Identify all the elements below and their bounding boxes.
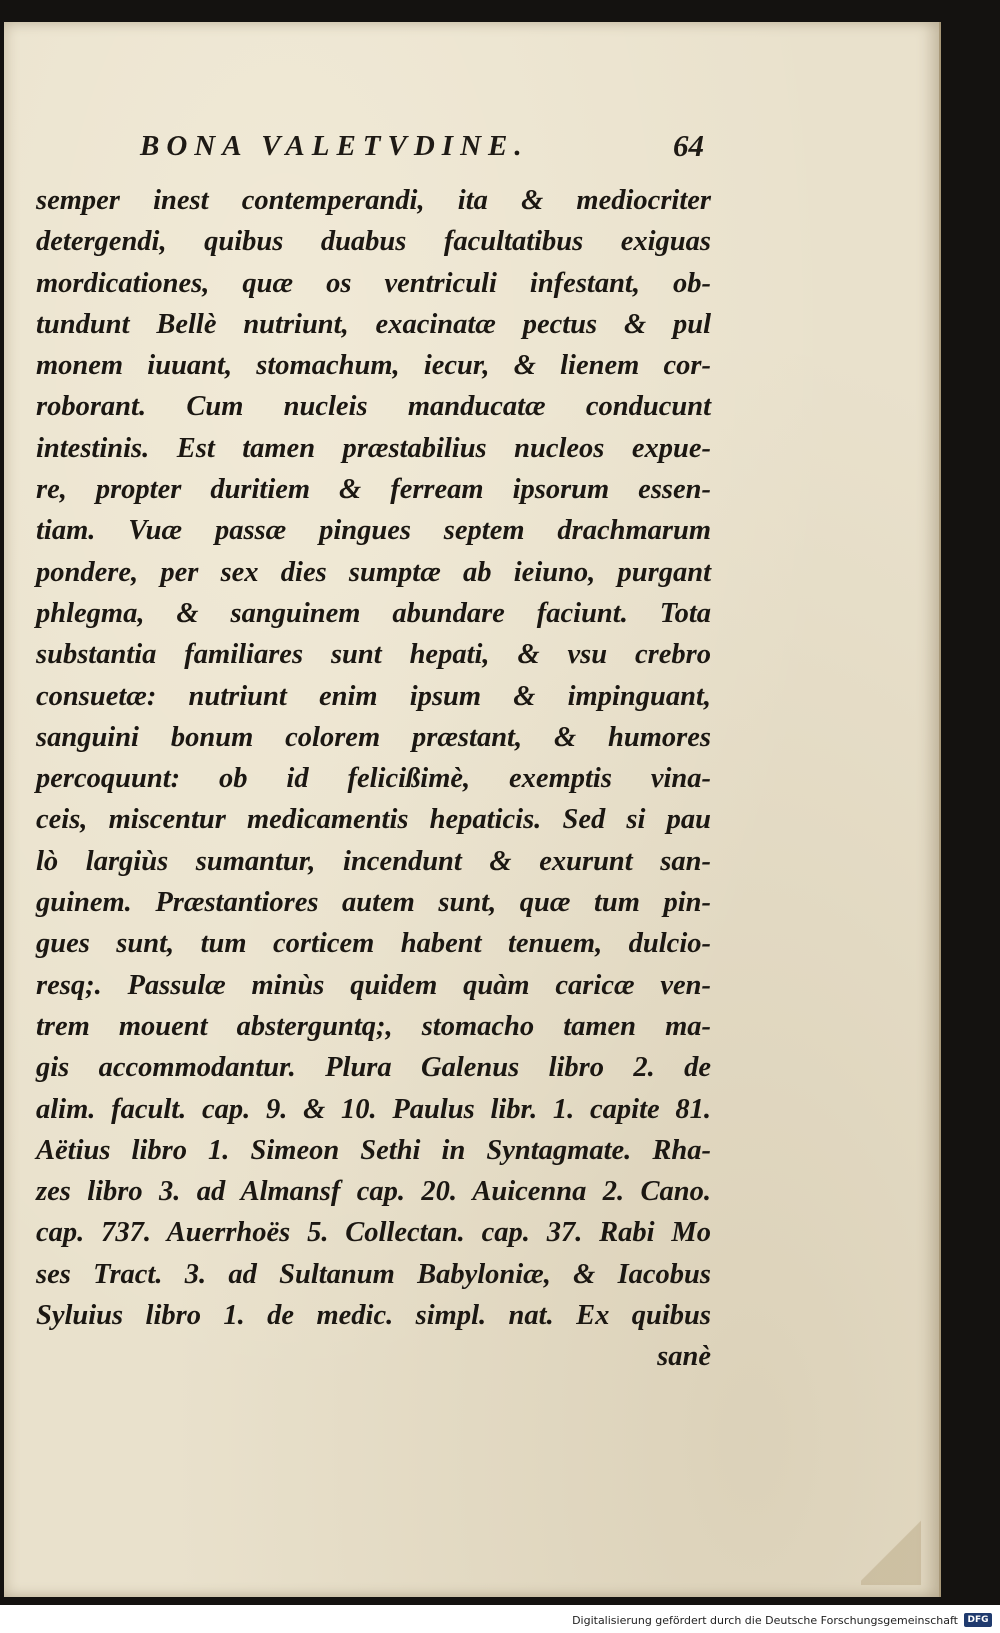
text-line: sanguini bonum colorem præstant, & humores bbox=[36, 721, 711, 753]
text-line: phlegma, & sanguinem abundare faciunt. Tota bbox=[36, 597, 711, 629]
text-line: guinem. Præstantiores autem sunt, quæ tum pin- bbox=[36, 887, 711, 919]
text-line: intestinis. Est tamen præstabilius nucleos expue- bbox=[36, 432, 711, 464]
text-line: consuetæ: nutriunt enim ipsum & impinguant, bbox=[36, 680, 711, 712]
text-line: zes libro 3. ad Almansf cap. 20. Auicenna 2. Cano. bbox=[36, 1176, 711, 1208]
body-text bbox=[36, 180, 711, 1378]
text-line: pondere, per sex dies sumptæ ab ieiuno, purgant bbox=[36, 556, 711, 588]
footer-credit: Digitalisierung gefördert durch die Deutsche Forschungsgemeinschaft bbox=[572, 1614, 958, 1627]
text-line: gues sunt, tum corticem habent tenuem, dulcio- bbox=[36, 928, 711, 960]
page-number: 64 bbox=[673, 128, 704, 163]
text-line: substantia familiares sunt hepati, & vsu crebro bbox=[36, 639, 711, 671]
text-line: Aëtius libro 1. Simeon Sethi in Syntagmate. Rha- bbox=[36, 1134, 711, 1166]
text-line: alim. facult. cap. 9. & 10. Paulus libr. 1. capite 81. bbox=[36, 1093, 711, 1125]
running-title: BONA VALETVDINE. bbox=[140, 130, 529, 162]
text-line: tundunt Bellè nutriunt, exacinatæ pectus & pul bbox=[36, 308, 711, 340]
text-line: resq;. Passulæ minùs quidem quàm caricæ ven- bbox=[36, 969, 711, 1001]
text-line: gis accommodantur. Plura Galenus libro 2. de bbox=[36, 1052, 711, 1084]
text-line: ceis, miscentur medicamentis hepaticis. Sed si pau bbox=[36, 804, 711, 836]
text-line: cap. 737. Auerrhoës 5. Collectan. cap. 37. Rabi Mo bbox=[36, 1217, 711, 1249]
text-line: detergendi, quibus duabus facultatibus exiguas bbox=[36, 226, 711, 258]
text-line: re, propter duritiem & ferream ipsorum essen- bbox=[36, 474, 711, 506]
book-page bbox=[4, 22, 941, 1597]
text-line: ses Tract. 3. ad Sultanum Babyloniæ, & Iacobus bbox=[36, 1258, 711, 1290]
text-line: trem mouent absterguntq;, stomacho tamen ma- bbox=[36, 1010, 711, 1042]
text-line: mordicationes, quæ os ventriculi infestant, ob- bbox=[36, 267, 711, 299]
dfg-logo-icon: DFG bbox=[964, 1613, 992, 1627]
text-line: tiam. Vuæ passæ pingues septem drachmarum bbox=[36, 515, 711, 547]
text-line: semper inest contemperandi, ita & mediocriter bbox=[36, 185, 711, 216]
text-line: roborant. Cum nucleis manducatæ conducunt bbox=[36, 391, 711, 423]
text-line: Syluius libro 1. de medic. simpl. nat. Ex quibus bbox=[36, 1300, 711, 1332]
catchword: sanè bbox=[657, 1341, 711, 1373]
text-line: lò largiùs sumantur, incendunt & exurunt san- bbox=[36, 845, 711, 877]
text-line: percoquunt: ob id felicißimè, exemptis vina- bbox=[36, 763, 711, 795]
text-line: monem iuuant, stomachum, iecur, & lienem cor- bbox=[36, 350, 711, 382]
